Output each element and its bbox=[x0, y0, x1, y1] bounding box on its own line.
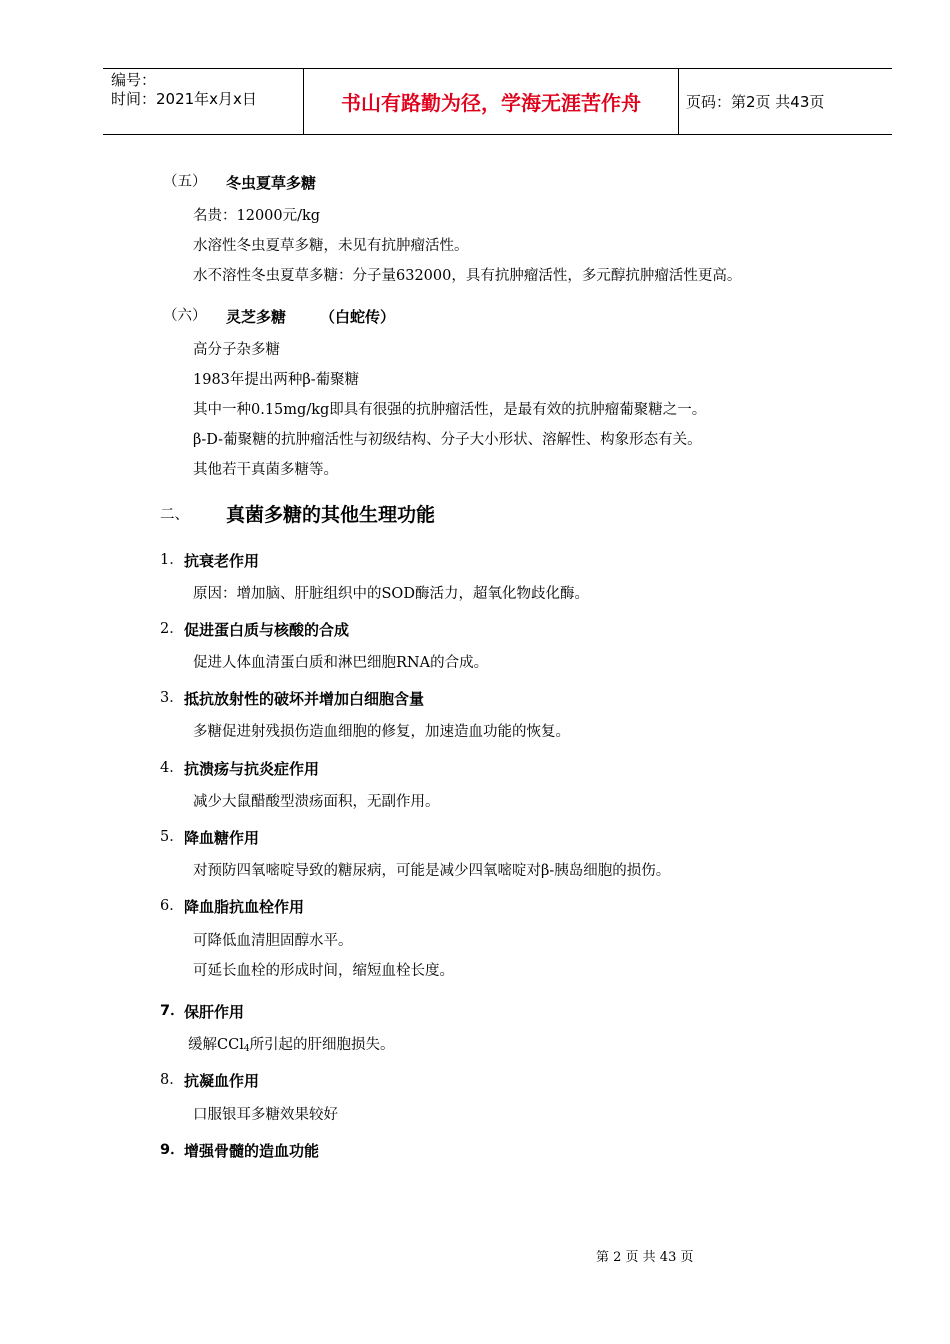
item-line: 减少大鼠醋酸型溃疡面积，无副作用。 bbox=[193, 794, 440, 810]
page-header bbox=[103, 68, 892, 135]
section-5-line: 水不溶性冬虫夏草多糖：分子量632000，具有抗肿瘤活性，多元醇抗肿瘤活性更高。 bbox=[193, 268, 742, 284]
item-number: 7． bbox=[160, 1003, 185, 1019]
header-divider-right bbox=[678, 69, 679, 134]
section-6-note: （白蛇传） bbox=[320, 308, 396, 326]
section-6-line: 1983年提出两种β-葡聚糖 bbox=[193, 372, 360, 388]
item-title: 抵抗放射性的破坏并增加白细胞含量 bbox=[184, 690, 425, 708]
section-5-marker: （五） bbox=[163, 174, 207, 190]
item-line: 促进人体血清蛋白质和淋巴细胞RNA的合成。 bbox=[193, 655, 489, 671]
header-motto: 书山有路勤为径，学海无涯苦作舟 bbox=[341, 91, 641, 115]
section-6-line: 其他若干真菌多糖等。 bbox=[193, 462, 338, 478]
item-number: 6． bbox=[160, 898, 184, 914]
page-footer: 第 2 页 共 43 页 bbox=[596, 1250, 694, 1265]
item-number: 1． bbox=[160, 552, 184, 568]
item-number: 5． bbox=[160, 829, 184, 845]
part-2-title: 真菌多糖的其他生理功能 bbox=[226, 504, 436, 526]
item-title: 保肝作用 bbox=[184, 1003, 245, 1021]
item-line bbox=[188, 1035, 395, 1059]
item-line-part: 缓解CCl bbox=[188, 1037, 244, 1053]
item-line: 可延长血栓的形成时间，缩短血栓长度。 bbox=[193, 963, 454, 979]
section-6-title: 灵芝多糖 bbox=[226, 308, 287, 326]
subscript: 4 bbox=[243, 1044, 250, 1054]
section-6-line: β-D-葡聚糖的抗肿瘤活性与初级结构、分子大小形状、溶解性、构象形态有关。 bbox=[193, 432, 702, 448]
section-6-line: 高分子杂多糖 bbox=[193, 342, 280, 358]
section-6-marker: （六） bbox=[163, 308, 207, 324]
header-page-info: 页码：第2页 共43页 bbox=[686, 93, 825, 111]
part-2-marker: 二、 bbox=[160, 507, 189, 523]
item-title: 增强骨髓的造血功能 bbox=[184, 1142, 320, 1160]
item-title: 促进蛋白质与核酸的合成 bbox=[184, 621, 350, 639]
item-title: 降血脂抗血栓作用 bbox=[184, 898, 305, 916]
header-number-label: 编号： bbox=[111, 71, 157, 89]
item-title: 抗凝血作用 bbox=[184, 1072, 260, 1090]
item-number: 3． bbox=[160, 690, 184, 706]
section-5-line: 名贵：12000元/kg bbox=[193, 208, 321, 224]
item-title: 抗溃疡与抗炎症作用 bbox=[184, 760, 320, 778]
section-5-title: 冬虫夏草多糖 bbox=[226, 174, 317, 192]
section-6-line: 其中一种0.15mg/kg即具有很强的抗肿瘤活性，是最有效的抗肿瘤葡聚糖之一。 bbox=[193, 402, 707, 418]
item-line: 口服银耳多糖效果较好 bbox=[193, 1107, 338, 1123]
item-line-part: 所引起的肝细胞损失。 bbox=[249, 1037, 395, 1053]
item-number: 8． bbox=[160, 1072, 184, 1088]
item-number: 4． bbox=[160, 760, 184, 776]
item-line: 原因：增加脑、肝脏组织中的SOD酶活力，超氧化物歧化酶。 bbox=[193, 586, 589, 602]
item-number: 2． bbox=[160, 621, 184, 637]
item-line: 对预防四氧嘧啶导致的糖尿病，可能是减少四氧嘧啶对β-胰岛细胞的损伤。 bbox=[193, 863, 671, 879]
item-line: 可降低血清胆固醇水平。 bbox=[193, 933, 353, 949]
header-left-block bbox=[111, 71, 257, 109]
item-title: 抗衰老作用 bbox=[184, 552, 260, 570]
item-title: 降血糖作用 bbox=[184, 829, 260, 847]
section-5-line: 水溶性冬虫夏草多糖，未见有抗肿瘤活性。 bbox=[193, 238, 469, 254]
header-time-label: 时间：2021年x月x日 bbox=[111, 90, 257, 108]
item-line: 多糖促进射残损伤造血细胞的修复，加速造血功能的恢复。 bbox=[193, 724, 570, 740]
item-number: 9． bbox=[160, 1142, 185, 1158]
